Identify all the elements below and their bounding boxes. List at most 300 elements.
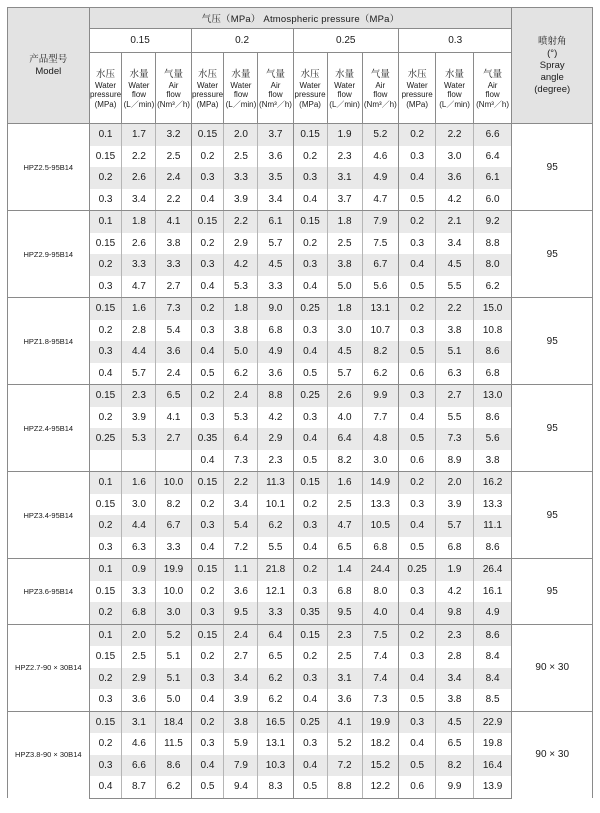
table-row: [8, 167, 593, 189]
value-cell: 0.3: [293, 668, 327, 690]
value-cell: 13.3: [473, 494, 512, 516]
table-row: [8, 211, 593, 233]
value-cell: 1.1: [224, 559, 258, 581]
sub-label-en: Water: [299, 81, 321, 91]
model-cell: HPZ2.5-95B14: [8, 124, 90, 211]
value-cell: 8.6: [473, 407, 512, 429]
sub-label-zh: 水量: [129, 69, 149, 81]
sub-label-zh: 气量: [483, 69, 503, 81]
sub-label-en: flow: [337, 90, 352, 100]
value-cell: 1.8: [122, 211, 156, 233]
value-cell: 2.5: [122, 646, 156, 668]
sub-label-en: flow: [233, 90, 249, 100]
value-cell: 1.6: [327, 472, 362, 494]
value-cell: 4.4: [122, 341, 156, 363]
value-cell: 5.5: [436, 276, 473, 298]
value-cell: 0.5: [398, 689, 435, 711]
value-cell: 1.8: [327, 298, 362, 320]
value-cell: 0.4: [293, 537, 327, 559]
value-cell: 9.0: [258, 298, 293, 320]
value-cell: 0.15: [191, 124, 224, 146]
sub-label-en: Air: [375, 81, 386, 91]
value-cell: 6.2: [258, 668, 293, 690]
value-cell: 6.2: [156, 776, 191, 798]
value-cell: 16.5: [258, 711, 293, 733]
value-cell: 16.2: [473, 472, 512, 494]
value-cell: 0.4: [293, 689, 327, 711]
value-cell: 10.7: [362, 320, 398, 342]
value-cell: 0.4: [398, 602, 435, 624]
table-header: [8, 8, 593, 124]
value-cell: 0.2: [293, 233, 327, 255]
value-cell: 1.9: [436, 559, 473, 581]
value-cell: [156, 450, 191, 472]
sub-label-en: (MPa): [94, 99, 117, 109]
value-cell: 5.7: [436, 515, 473, 537]
value-cell: 5.5: [258, 537, 293, 559]
water-flow-header: [122, 53, 156, 124]
value-cell: 6.1: [258, 211, 293, 233]
value-cell: 3.8: [156, 233, 191, 255]
value-cell: 2.2: [156, 189, 191, 211]
value-cell: 7.4: [362, 668, 398, 690]
value-cell: 0.3: [89, 341, 122, 363]
value-cell: 4.7: [362, 189, 398, 211]
value-cell: 0.15: [191, 472, 224, 494]
value-cell: 2.3: [122, 385, 156, 407]
angle-label-en-1: Spray: [539, 59, 565, 71]
value-cell: 0.3: [191, 167, 224, 189]
sub-header-row: [8, 53, 593, 124]
sub-label-zh: 气量: [370, 69, 390, 81]
value-cell: 8.2: [362, 341, 398, 363]
value-cell: 3.6: [122, 689, 156, 711]
value-cell: 0.2: [293, 146, 327, 168]
value-cell: 2.1: [436, 211, 473, 233]
value-cell: 5.1: [156, 646, 191, 668]
value-cell: 0.25: [293, 711, 327, 733]
value-cell: 0.3: [293, 733, 327, 755]
value-cell: 21.8: [258, 559, 293, 581]
value-cell: 11.1: [473, 515, 512, 537]
value-cell: 9.5: [327, 602, 362, 624]
value-cell: 5.2: [327, 733, 362, 755]
table-row: [8, 341, 593, 363]
value-cell: 0.6: [398, 363, 435, 385]
value-cell: 0.4: [398, 167, 435, 189]
value-cell: 8.6: [156, 755, 191, 777]
value-cell: 13.3: [362, 494, 398, 516]
value-cell: 0.15: [191, 624, 224, 646]
value-cell: 2.5: [327, 233, 362, 255]
value-cell: 0.3: [398, 581, 435, 603]
value-cell: 4.7: [327, 515, 362, 537]
value-cell: 3.1: [327, 167, 362, 189]
value-cell: 0.25: [89, 428, 122, 450]
value-cell: 2.6: [327, 385, 362, 407]
value-cell: 3.6: [327, 689, 362, 711]
value-cell: 4.1: [327, 711, 362, 733]
table-row: [8, 624, 593, 646]
value-cell: 0.2: [191, 233, 224, 255]
value-cell: 0.1: [89, 559, 122, 581]
value-cell: 0.4: [293, 341, 327, 363]
value-cell: 7.3: [156, 298, 191, 320]
value-cell: 0.2: [89, 254, 122, 276]
value-cell: 6.0: [473, 189, 512, 211]
value-cell: 2.5: [224, 146, 258, 168]
value-cell: 4.5: [327, 341, 362, 363]
value-cell: 0.5: [293, 450, 327, 472]
value-cell: 3.8: [224, 320, 258, 342]
value-cell: 0.1: [89, 211, 122, 233]
value-cell: 3.8: [224, 711, 258, 733]
air-flow-header: [362, 53, 398, 124]
value-cell: 3.8: [473, 450, 512, 472]
value-cell: 2.4: [224, 624, 258, 646]
value-cell: 7.5: [362, 233, 398, 255]
model-cell: HPZ3.6-95B14: [8, 559, 90, 625]
value-cell: 7.9: [362, 211, 398, 233]
value-cell: 8.4: [473, 646, 512, 668]
value-cell: 0.5: [398, 276, 435, 298]
value-cell: 0.3: [293, 254, 327, 276]
value-cell: 6.5: [258, 646, 293, 668]
value-cell: 2.5: [327, 494, 362, 516]
sub-label-en: Water: [95, 81, 117, 91]
value-cell: 5.7: [327, 363, 362, 385]
sub-label-zh: 水压: [300, 69, 320, 81]
value-cell: 4.6: [122, 733, 156, 755]
value-cell: 1.6: [122, 472, 156, 494]
value-cell: 1.8: [327, 211, 362, 233]
value-cell: 0.5: [191, 363, 224, 385]
value-cell: 5.0: [327, 276, 362, 298]
value-cell: 0.6: [398, 450, 435, 472]
model-cell: HPZ2.7-90 × 30B14: [8, 624, 90, 711]
value-cell: 6.5: [436, 733, 473, 755]
value-cell: 0.3: [191, 515, 224, 537]
value-cell: 0.15: [89, 385, 122, 407]
sub-label-en: pressure: [401, 90, 433, 100]
sub-label-en: Water: [444, 81, 466, 91]
value-cell: 0.3: [191, 320, 224, 342]
value-cell: 11.3: [258, 472, 293, 494]
value-cell: 0.4: [398, 515, 435, 537]
value-cell: 0.5: [398, 537, 435, 559]
value-cell: 2.3: [327, 146, 362, 168]
value-cell: 6.3: [436, 363, 473, 385]
water-pressure-header: [293, 53, 327, 124]
value-cell: 3.4: [258, 189, 293, 211]
value-cell: 0.5: [398, 189, 435, 211]
value-cell: 5.0: [156, 689, 191, 711]
table-row: [8, 602, 593, 624]
sub-label-zh: 水压: [198, 69, 218, 81]
value-cell: 12.1: [258, 581, 293, 603]
sub-label-en: Air: [487, 81, 498, 91]
value-cell: 6.6: [473, 124, 512, 146]
value-cell: 0.3: [89, 276, 122, 298]
table-row: [8, 581, 593, 603]
value-cell: 9.8: [436, 602, 473, 624]
value-cell: 0.2: [191, 298, 224, 320]
value-cell: 0.4: [398, 254, 435, 276]
air-pressure-header: 0.3: [398, 29, 511, 53]
sub-label-en: flow: [268, 90, 283, 100]
value-cell: 9.9: [436, 776, 473, 798]
value-cell: 6.4: [258, 624, 293, 646]
sub-label-en: Water: [334, 81, 356, 91]
value-cell: 2.5: [327, 646, 362, 668]
spray-angle-cell: 95: [512, 124, 593, 211]
value-cell: 0.15: [89, 581, 122, 603]
value-cell: 0.5: [398, 755, 435, 777]
value-cell: 5.9: [224, 733, 258, 755]
sub-label-zh: 水压: [407, 69, 427, 81]
value-cell: 6.6: [122, 755, 156, 777]
value-cell: 3.0: [327, 320, 362, 342]
model-cell: HPZ1.8-95B14: [8, 298, 90, 385]
value-cell: 3.6: [258, 146, 293, 168]
value-cell: 3.3: [156, 254, 191, 276]
value-cell: 2.3: [258, 450, 293, 472]
value-cell: 2.2: [122, 146, 156, 168]
value-cell: 22.9: [473, 711, 512, 733]
value-cell: 0.2: [89, 167, 122, 189]
value-cell: 0.15: [293, 211, 327, 233]
value-cell: [89, 450, 122, 472]
value-cell: 0.3: [293, 320, 327, 342]
value-cell: 0.2: [191, 711, 224, 733]
table-row: [8, 668, 593, 690]
spray-nozzle-spec-table: [7, 7, 593, 799]
value-cell: 3.8: [327, 254, 362, 276]
value-cell: 0.2: [293, 559, 327, 581]
value-cell: 8.7: [122, 776, 156, 798]
value-cell: 4.9: [362, 167, 398, 189]
spray-angle-cell: 95: [512, 559, 593, 625]
value-cell: 8.8: [258, 385, 293, 407]
value-cell: 0.4: [398, 668, 435, 690]
value-cell: 2.8: [436, 646, 473, 668]
value-cell: 6.4: [224, 428, 258, 450]
value-cell: 6.4: [473, 146, 512, 168]
value-cell: 3.4: [224, 494, 258, 516]
value-cell: 9.9: [362, 385, 398, 407]
value-cell: 3.4: [122, 189, 156, 211]
model-label-en: Model: [35, 65, 62, 77]
water-flow-header: [436, 53, 473, 124]
value-cell: 5.1: [156, 668, 191, 690]
value-cell: 1.8: [224, 298, 258, 320]
value-cell: 0.4: [293, 276, 327, 298]
value-cell: 0.15: [191, 559, 224, 581]
value-cell: 0.3: [398, 233, 435, 255]
sub-label-en: (MPa): [299, 99, 321, 109]
value-cell: 0.3: [398, 385, 435, 407]
value-cell: 0.1: [89, 624, 122, 646]
table-row: [8, 254, 593, 276]
value-cell: 3.3: [122, 581, 156, 603]
value-cell: 0.3: [191, 254, 224, 276]
value-cell: 0.2: [398, 124, 435, 146]
value-cell: 6.7: [362, 254, 398, 276]
value-cell: 8.0: [362, 581, 398, 603]
sub-label-en: flow: [373, 90, 388, 100]
table-row: [8, 711, 593, 733]
value-cell: 26.4: [473, 559, 512, 581]
sub-label-en: (Nm³／h): [476, 99, 510, 109]
value-cell: 0.35: [293, 602, 327, 624]
value-cell: 5.2: [362, 124, 398, 146]
value-cell: 4.8: [362, 428, 398, 450]
value-cell: 2.5: [156, 146, 191, 168]
value-cell: 3.6: [258, 363, 293, 385]
value-cell: 8.2: [156, 494, 191, 516]
value-cell: 4.7: [122, 276, 156, 298]
value-cell: 0.25: [293, 385, 327, 407]
value-cell: 5.3: [224, 276, 258, 298]
air-flow-header: [156, 53, 191, 124]
table-row: [8, 537, 593, 559]
value-cell: 1.4: [327, 559, 362, 581]
value-cell: 9.4: [224, 776, 258, 798]
value-cell: 6.2: [473, 276, 512, 298]
spray-angle-cell: 95: [512, 298, 593, 385]
value-cell: 13.1: [362, 298, 398, 320]
table-row: [8, 320, 593, 342]
sub-label-en: flow: [485, 90, 500, 100]
value-cell: 6.8: [122, 602, 156, 624]
value-cell: 18.4: [156, 711, 191, 733]
angle-label-en-3: (degree): [534, 83, 571, 95]
sub-label-en: pressure: [191, 90, 224, 100]
value-cell: 14.9: [362, 472, 398, 494]
value-cell: 6.1: [473, 167, 512, 189]
value-cell: 9.2: [473, 211, 512, 233]
value-cell: 6.2: [224, 363, 258, 385]
value-cell: 19.9: [362, 711, 398, 733]
water-pressure-header: [398, 53, 435, 124]
value-cell: 10.3: [258, 755, 293, 777]
value-cell: 6.8: [473, 363, 512, 385]
model-cell: HPZ2.9-95B14: [8, 211, 90, 298]
value-cell: 2.6: [122, 233, 156, 255]
value-cell: 1.7: [122, 124, 156, 146]
angle-label-en-2: angle: [540, 71, 564, 83]
value-cell: 3.8: [436, 689, 473, 711]
value-cell: 0.1: [89, 472, 122, 494]
value-cell: 7.4: [362, 646, 398, 668]
value-cell: 1.9: [327, 124, 362, 146]
value-cell: 16.1: [473, 581, 512, 603]
table-row: [8, 472, 593, 494]
sub-label-en: flow: [166, 90, 181, 100]
value-cell: 0.4: [191, 689, 224, 711]
value-cell: 9.5: [224, 602, 258, 624]
value-cell: 0.3: [398, 494, 435, 516]
value-cell: 7.9: [224, 755, 258, 777]
value-cell: 6.3: [122, 537, 156, 559]
value-cell: 3.5: [258, 167, 293, 189]
value-cell: 3.3: [156, 537, 191, 559]
value-cell: 2.7: [156, 276, 191, 298]
table-row: [8, 559, 593, 581]
value-cell: 19.9: [156, 559, 191, 581]
value-cell: 0.15: [293, 472, 327, 494]
sub-label-en: pressure: [89, 90, 122, 100]
value-cell: 0.4: [191, 189, 224, 211]
table-row: [8, 515, 593, 537]
value-cell: 4.5: [436, 711, 473, 733]
value-cell: 7.5: [362, 624, 398, 646]
value-cell: 7.7: [362, 407, 398, 429]
value-cell: 5.6: [473, 428, 512, 450]
water-pressure-header: [89, 53, 122, 124]
value-cell: 0.4: [398, 407, 435, 429]
value-cell: 2.0: [436, 472, 473, 494]
value-cell: 0.4: [191, 755, 224, 777]
value-cell: 0.2: [191, 385, 224, 407]
value-cell: 0.2: [398, 211, 435, 233]
value-cell: 0.25: [398, 559, 435, 581]
spray-angle-cell: 95: [512, 472, 593, 559]
value-cell: 1.6: [122, 298, 156, 320]
value-cell: 2.6: [122, 167, 156, 189]
value-cell: 0.5: [398, 341, 435, 363]
value-cell: 11.5: [156, 733, 191, 755]
sub-label-en: (MPa): [196, 99, 219, 109]
value-cell: 3.9: [436, 494, 473, 516]
value-cell: 3.9: [122, 407, 156, 429]
value-cell: 8.8: [327, 776, 362, 798]
value-cell: 6.8: [258, 320, 293, 342]
value-cell: 10.0: [156, 581, 191, 603]
table-row: [8, 233, 593, 255]
table-row: [8, 428, 593, 450]
value-cell: 6.5: [327, 537, 362, 559]
value-cell: 0.2: [398, 472, 435, 494]
sub-label-en: flow: [447, 90, 462, 100]
value-cell: 8.6: [473, 624, 512, 646]
value-cell: 0.15: [293, 624, 327, 646]
sub-label-en: flow: [131, 90, 147, 100]
value-cell: 2.2: [436, 298, 473, 320]
value-cell: 5.1: [436, 341, 473, 363]
value-cell: 6.4: [327, 428, 362, 450]
value-cell: 0.3: [89, 189, 122, 211]
value-cell: 3.0: [122, 494, 156, 516]
sub-label-en: (L／min): [225, 99, 257, 109]
value-cell: 5.0: [224, 341, 258, 363]
value-cell: 0.2: [89, 602, 122, 624]
value-cell: 0.3: [293, 167, 327, 189]
value-cell: 0.2: [89, 407, 122, 429]
air-pressure-header: 0.15: [89, 29, 191, 53]
value-cell: 10.0: [156, 472, 191, 494]
table-row: [8, 189, 593, 211]
value-cell: 4.2: [436, 189, 473, 211]
value-cell: 4.0: [327, 407, 362, 429]
value-cell: 6.7: [156, 515, 191, 537]
value-cell: 10.5: [362, 515, 398, 537]
value-cell: 4.0: [362, 602, 398, 624]
value-cell: 5.6: [362, 276, 398, 298]
value-cell: 10.8: [473, 320, 512, 342]
value-cell: 0.2: [89, 515, 122, 537]
value-cell: 6.8: [327, 581, 362, 603]
